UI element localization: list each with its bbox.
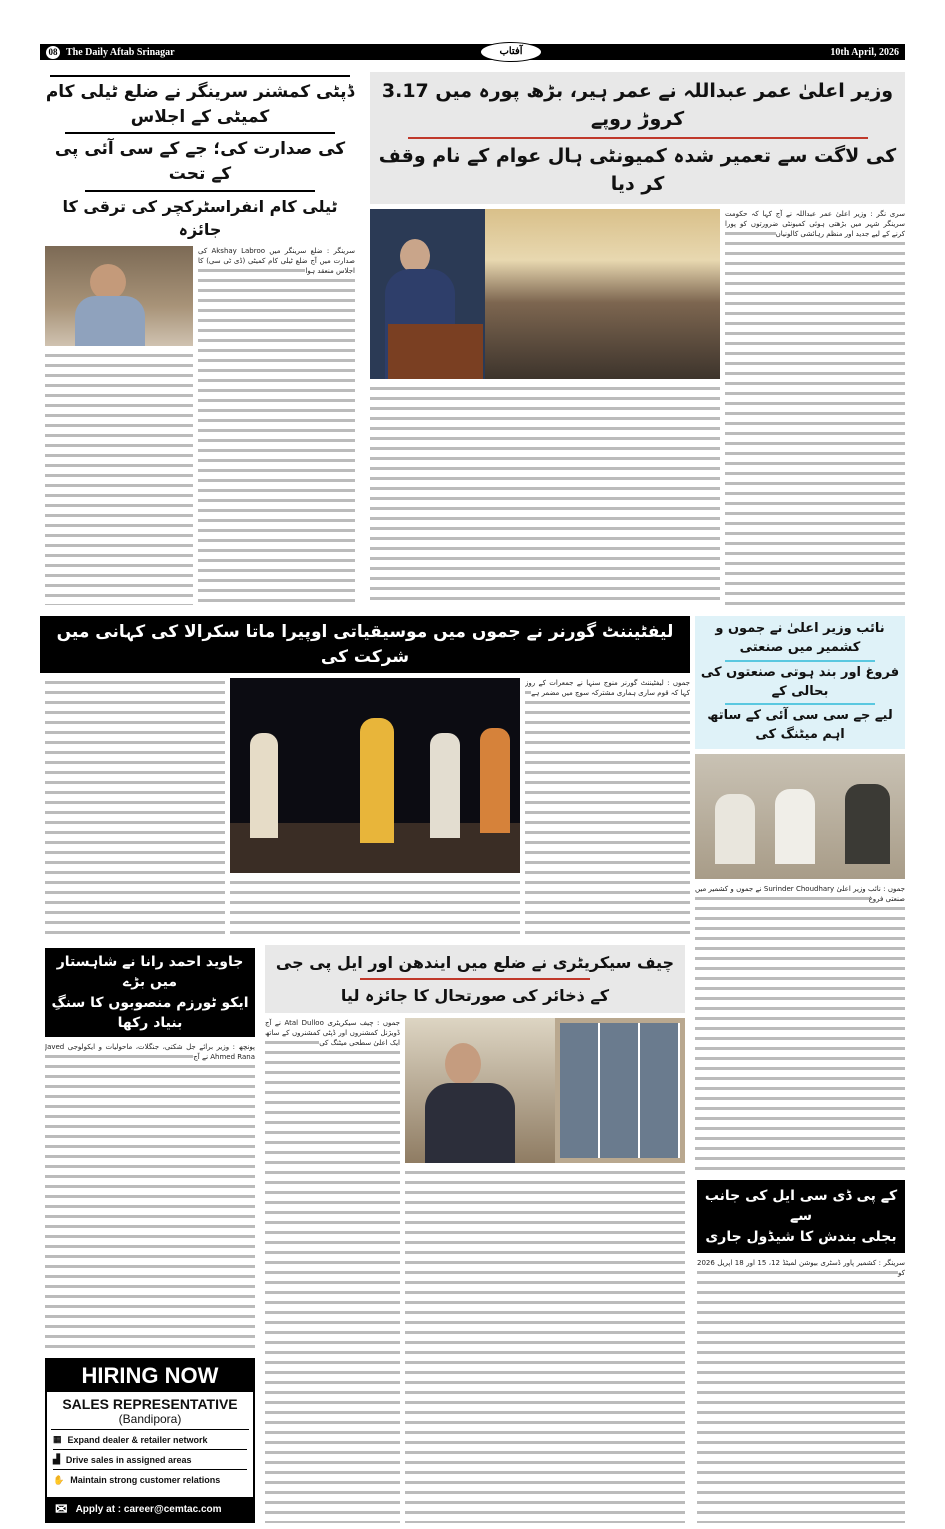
- headline-line: کے ذخائر کی صورتحال کا جائزہ لیا: [340, 986, 610, 1006]
- article-body: [45, 351, 193, 605]
- page-number: 08: [46, 46, 60, 59]
- article-kpdcl: [697, 1180, 905, 1523]
- headline-line: کی لاگت سے تعمیر شدہ کمیونٹی ہال عوام کے نام وقف کر دیا: [378, 145, 897, 195]
- headline-line: کی صدارت کی؛ جے کے سی آئی پی کے تحت: [54, 139, 346, 184]
- masthead-bar: [40, 44, 905, 60]
- article-body: [230, 878, 520, 938]
- photo-lg-opera: [230, 678, 520, 873]
- article-body: جموں : لیفٹیننٹ گورنر منوج سنہا نے جمعرات کے روز کہا کہ قوم ساری ہماری مشترکہ سوچ میں مضمر ہے: [525, 678, 690, 938]
- article-lg: [40, 616, 690, 938]
- headline-line: ایکو ٹورزم منصوبوں کا سنگِ بنیاد رکھا: [51, 994, 249, 1031]
- article-dc-headline: [45, 72, 355, 241]
- headline-line: چیف سیکریٹری نے ضلع میں ایندھن اور ایل پی جی: [275, 953, 675, 972]
- ad-location: (Bandipora): [51, 1412, 249, 1430]
- article-body: [370, 384, 720, 605]
- article-body: جموں : چیف سیکریٹری Atal Dulloo نے آج ڈویژنل کمشنروں اور ڈپٹی کمشنروں کے ساتھ ایک اعلیٰ سطحی میٹنگ کی: [265, 1018, 400, 1523]
- article-cm-headline: [370, 72, 905, 204]
- headline-line: جاوید احمد رانا نے شاہستار میں بڑے: [56, 954, 244, 991]
- article-body: سری نگر : وزیر اعلیٰ عمر عبداللہ نے آج کہا کہ حکومت سرینگر شہر میں بڑھتی ہوئی کمیونٹی ضرورتوں کو پورا کرنے کے لیے جدید اور منظم رہائشی کالونیاں: [725, 209, 905, 605]
- hiring-ad: [45, 1358, 255, 1523]
- article-cm: [370, 72, 905, 605]
- paper-logo: آفتاب: [480, 42, 542, 62]
- article-body: [405, 1168, 685, 1523]
- headline-line: فروغ اور بند ہوتی صنعتوں کی بحالی کے: [700, 664, 900, 699]
- headline-line: لیے جے سی سی آئی کے ساتھ اہم میٹنگ کی: [707, 708, 893, 743]
- article-cs: [265, 945, 685, 1523]
- ad-apply: Apply at : career@cemtac.com: [75, 1503, 222, 1515]
- article-body: جموں : نائب وزیر اعلیٰ Surinder Choudhary نے جموں و کشمیر میں صنعتی فروغ: [695, 884, 905, 1172]
- issue-date: 10th April, 2026: [830, 46, 899, 58]
- headline-line: ٹیلی کام انفراسٹرکچر کی ترقی کا جائزہ: [62, 196, 338, 239]
- article-dycm-headline: [695, 616, 905, 749]
- headline-line: کے پی ڈی سی ایل کی جانب سے: [704, 1188, 898, 1225]
- article-body: پونچھ : وزیر برائے جل شکتی، جنگلات، ماحولیات و ایکولوجی Javed Ahmed Rana نے آج: [45, 1042, 255, 1353]
- article-dycm: [695, 616, 905, 1172]
- article-body: سرینگر : ضلع سرینگر میں Akshay Labroo کی صدارت میں آج ضلع ٹیلی کام کمیٹی (ڈی ٹی سی) کا اجلاس منعقد ہوا: [198, 246, 355, 605]
- ad-point: ▦ Expand dealer & retailer network: [53, 1430, 247, 1450]
- ad-point: ▟ Drive sales in assigned areas: [53, 1450, 247, 1470]
- store-icon: ▦: [53, 1434, 62, 1444]
- article-body: [45, 678, 225, 938]
- article-lg-headline: لیفٹیننٹ گورنر نے جموں میں موسیقیاتی اوپیرا ماتا سکرالا کی کہانی میں شرکت کی: [40, 616, 690, 673]
- headline-line: ڈپٹی کمشنر سرینگر نے ضلع ٹیلی کام کمیٹی کے اجلاس: [45, 82, 355, 127]
- headline-line: نائب وزیر اعلیٰ نے جموں و کشمیر میں صنعتی: [715, 621, 885, 655]
- headline-line: بجلی بندش کا شیڈول جاری: [705, 1228, 897, 1245]
- chart-growth-icon: ▟: [53, 1454, 60, 1464]
- headline-line: وزیر اعلیٰ عمر عبداللہ نے عمر ہیر، بڑھ پورہ میں 3.17 کروڑ روپے: [381, 80, 894, 130]
- paper-name: The Daily Aftab Srinagar: [66, 46, 175, 58]
- ad-point: ✋ Maintain strong customer relations: [53, 1474, 221, 1485]
- photo-dc-meeting: [45, 246, 193, 346]
- article-kpdcl-headline: [697, 1180, 905, 1253]
- envelope-icon: ✉: [55, 1501, 68, 1518]
- article-cs-headline: [265, 945, 685, 1013]
- article-dc: [45, 72, 355, 605]
- photo-cm-event: [370, 209, 720, 379]
- photo-dycm-meeting: [695, 754, 905, 879]
- handshake-icon: ✋: [53, 1474, 65, 1485]
- photo-cs-meeting: [405, 1018, 685, 1163]
- article-body: سرینگر : کشمیر پاور ڈسٹری بیوشن لمیٹڈ 12، 15 اور 18 اپریل 2026 کو: [697, 1258, 905, 1523]
- ad-role: SALES REPRESENTATIVE: [62, 1396, 238, 1412]
- article-rana-headline: [45, 948, 255, 1037]
- ad-title: HIRING NOW: [47, 1360, 253, 1392]
- article-rana: [45, 948, 255, 1523]
